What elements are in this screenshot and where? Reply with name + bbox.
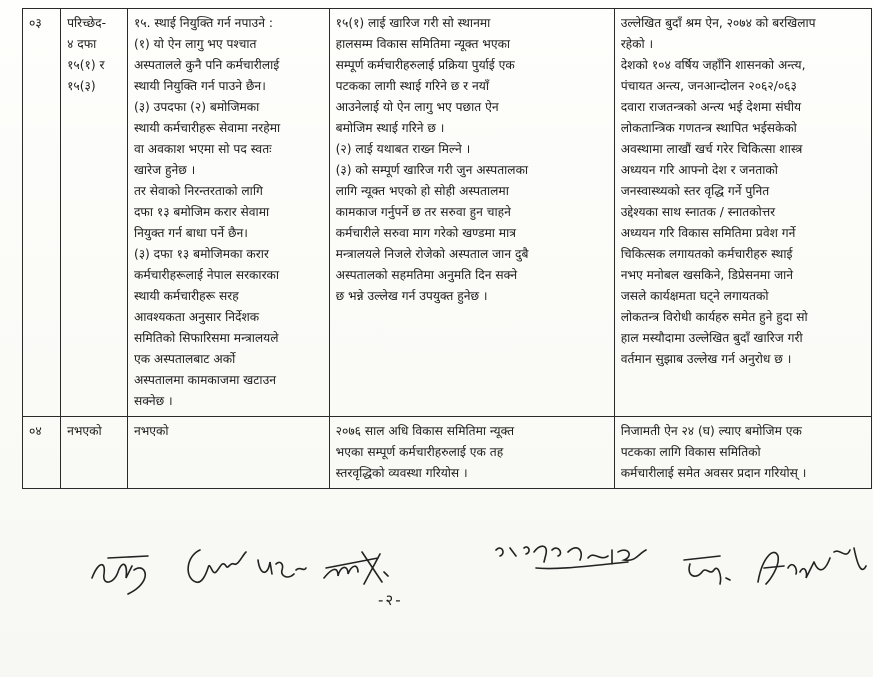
table-row bbox=[23, 9, 872, 417]
comments-table bbox=[22, 8, 872, 489]
row-number: ०४ bbox=[23, 417, 61, 489]
table-row bbox=[23, 417, 872, 489]
signature-2 bbox=[182, 538, 252, 590]
section-reference: नभएको bbox=[61, 417, 128, 489]
signature-3 bbox=[254, 550, 310, 586]
suggested-amendment-cell: १५(१) लाई खारिज गरी सो स्थानमा हालसम्म विकास समितिमा न्यूक्त भएका सम्पूर्ण कर्मचारीहरुलाई प्रक्रिया पुर्याई एक पटकका लागी स्थाई गरिने छ र नयाँ आउनेलाई यो ऐन लागु भए पछात ऐन बमोजिम स्थाई गरिने छ । (२) लाई यथाबत राख्न मिल्ने । (३) को सम्पूर्ण खारिज गरी जुन अस्पतालका लागि न्यूक्त भएको हो सोही अस्पतालमा कामकाज गर्नुपर्ने छ तर सरुवा हुन चाहने कर्मचारीले सरुवा माग गरेको खण्डमा मात्र मन्त्रालयले निजले रोजेको अस्पताल जान दुबै अस्पतालको सहमतिमा अनुमति दिन सक्ने छ भन्ने उल्लेख गर्न उपयुक्त हुनेछ । bbox=[329, 9, 614, 417]
suggested-amendment-cell: २०७६ साल अधि विकास समितिमा न्यूक्त भएका सम्पूर्ण कर्मचारीहरुलाई एक तह स्तरवृद्धिको व्यवस्था गरियोस । bbox=[329, 417, 614, 489]
section-reference: परिच्छेद- ४ दफा १५(१) र १५(३) bbox=[61, 9, 128, 417]
signature-4 bbox=[318, 542, 392, 592]
existing-provision-cell: १५. स्थाई नियुक्ति गर्न नपाउने : (१) यो ऐन लागु भए पश्चात अस्पतालले कुनै पनि कर्मचारीलाई स्थायी नियुक्ति गर्न पाउने छैन। (३) उपदफा (२) बमोजिमका स्थायी कर्मचारीहरू सेवामा नरहेमा वा अवकाश भएमा सो पद स्वतः खारेज हुनेछ । तर सेवाको निरन्तरताको लागि दफा १३ बमोजिम करार सेवामा नियुक्त गर्न बाधा पर्ने छैन। (३) दफा १३ बमोजिमका करार कर्मचारीहरूलाई नेपाल सरकारका स्थायी कर्मचारीहरू सरह आवश्यकता अनुसार निर्देशक समितिको सिफारिसमा मन्त्रालयले एक अस्पतालबाट अर्को अस्पतालमा कामकाजमा खटाउन सक्नेछ । bbox=[127, 9, 329, 417]
justification-cell: उल्लेखित बुदाँ श्रम ऐन, २०७४ को बरखिलाप रहेको । देशको १०४ वर्षिय जहाँनि शासनको अन्त्य, पंचायत अन्त्य, जनआन्दोलन २०६२/०६३ दवारा राजतन्त्रको अन्त्य भई देशमा संघीय लोकतान्त्रिक गणतन्त्र स्थापित भईसकेको अवस्थामा लाखौं खर्च गरेर चिकित्सा शास्त्र अध्ययन गरि आफ्नो देश र जनताको जनस्वास्थ्यको स्तर वृद्धि गर्ने पुनित उद्देश्यका साथ स्नातक / स्नातकोत्तर अध्ययन गरि विकास समितिमा प्रवेश गर्ने चिकित्सक लगायतको कर्मचारीहरु स्थाई नभए मनोबल खसकिने, डिप्रेसनमा जाने जसले कार्यक्षमता घट्ने लगायतको लोकतन्त्र विरोधी कार्यहरु समेत हुने हुदा सो हाल मस्यौदामा उल्लेखित बुदाँ खारिज गरी वर्तमान सुझाब उल्लेख गर्न अनुरोध छ । bbox=[614, 9, 871, 417]
justification-cell: निजामती ऐन २४ (घ) ल्याए बमोजिम एक पटकका लागि विकास समितिको कर्मचारीलाई समेत अवसर प्रदान गरियोस् । bbox=[614, 417, 871, 489]
existing-provision-cell: नभएको bbox=[127, 417, 329, 489]
signature-6 bbox=[676, 546, 736, 596]
signature-1 bbox=[88, 548, 160, 598]
signature-5 bbox=[488, 540, 658, 586]
signature-7 bbox=[744, 538, 870, 594]
row-number: ०३ bbox=[23, 9, 61, 417]
page-number: -२- bbox=[378, 591, 403, 609]
